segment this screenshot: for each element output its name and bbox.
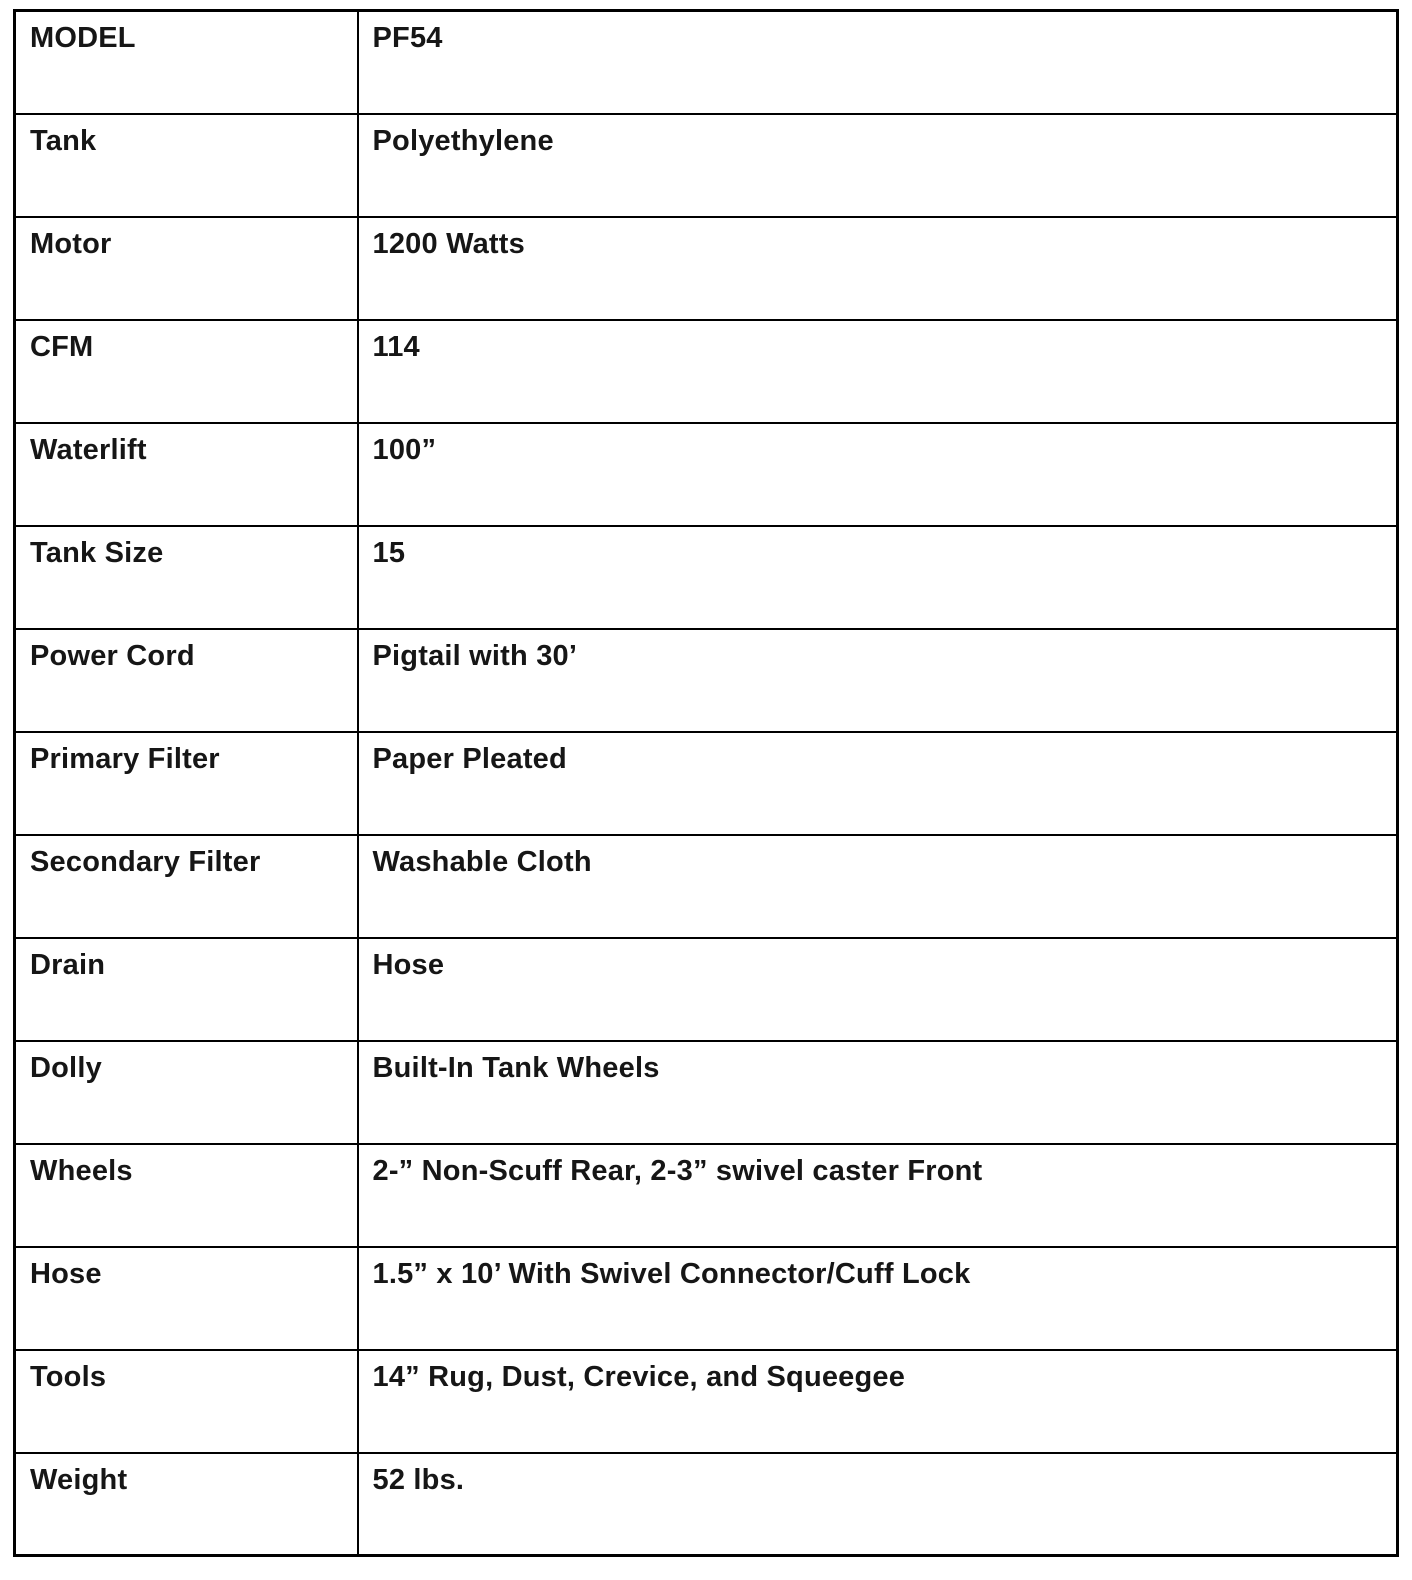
spec-value-cell: 1.5” x 10’ With Swivel Connector/Cuff Lock [358,1247,1398,1350]
spec-value-cell: PF54 [358,11,1398,114]
spec-value-cell: Pigtail with 30’ [358,629,1398,732]
spec-value-cell: Hose [358,938,1398,1041]
table-row [15,320,1398,423]
table-row [15,423,1398,526]
spec-label-cell: Motor [15,217,358,320]
spec-label-cell: Power Cord [15,629,358,732]
table-row [15,217,1398,320]
header-row [15,11,1398,114]
spec-label-cell: Drain [15,938,358,1041]
table-row [15,732,1398,835]
spec-value-cell: Washable Cloth [358,835,1398,938]
spec-value-cell: 14” Rug, Dust, Crevice, and Squeegee [358,1350,1398,1453]
spec-value-cell: 100” [358,423,1398,526]
table-row [15,938,1398,1041]
spec-label-cell: Tank [15,114,358,217]
spec-label-cell: Weight [15,1453,358,1556]
spec-table [13,9,1399,1557]
table-row [15,1350,1398,1453]
spec-label-cell: Tank Size [15,526,358,629]
spec-value-cell: Paper Pleated [358,732,1398,835]
spec-label-cell: Wheels [15,1144,358,1247]
table-row [15,114,1398,217]
table-row [15,1144,1398,1247]
spec-label-cell: Tools [15,1350,358,1453]
spec-value-cell: 52 lbs. [358,1453,1398,1556]
table-row [15,1247,1398,1350]
table-row [15,629,1398,732]
spec-table-body [15,11,1398,1556]
table-row [15,835,1398,938]
spec-value-cell: 1200 Watts [358,217,1398,320]
spec-label-cell: Hose [15,1247,358,1350]
spec-label-cell: Secondary Filter [15,835,358,938]
spec-label-cell: CFM [15,320,358,423]
spec-label-cell: Waterlift [15,423,358,526]
spec-value-cell: 15 [358,526,1398,629]
spec-label-cell: MODEL [15,11,358,114]
table-row [15,1041,1398,1144]
spec-label-cell: Primary Filter [15,732,358,835]
spec-label-cell: Dolly [15,1041,358,1144]
table-row [15,526,1398,629]
spec-value-cell: 114 [358,320,1398,423]
table-row [15,1453,1398,1556]
spec-value-cell: Built-In Tank Wheels [358,1041,1398,1144]
spec-value-cell: Polyethylene [358,114,1398,217]
spec-value-cell: 2-” Non-Scuff Rear, 2-3” swivel caster Front [358,1144,1398,1247]
